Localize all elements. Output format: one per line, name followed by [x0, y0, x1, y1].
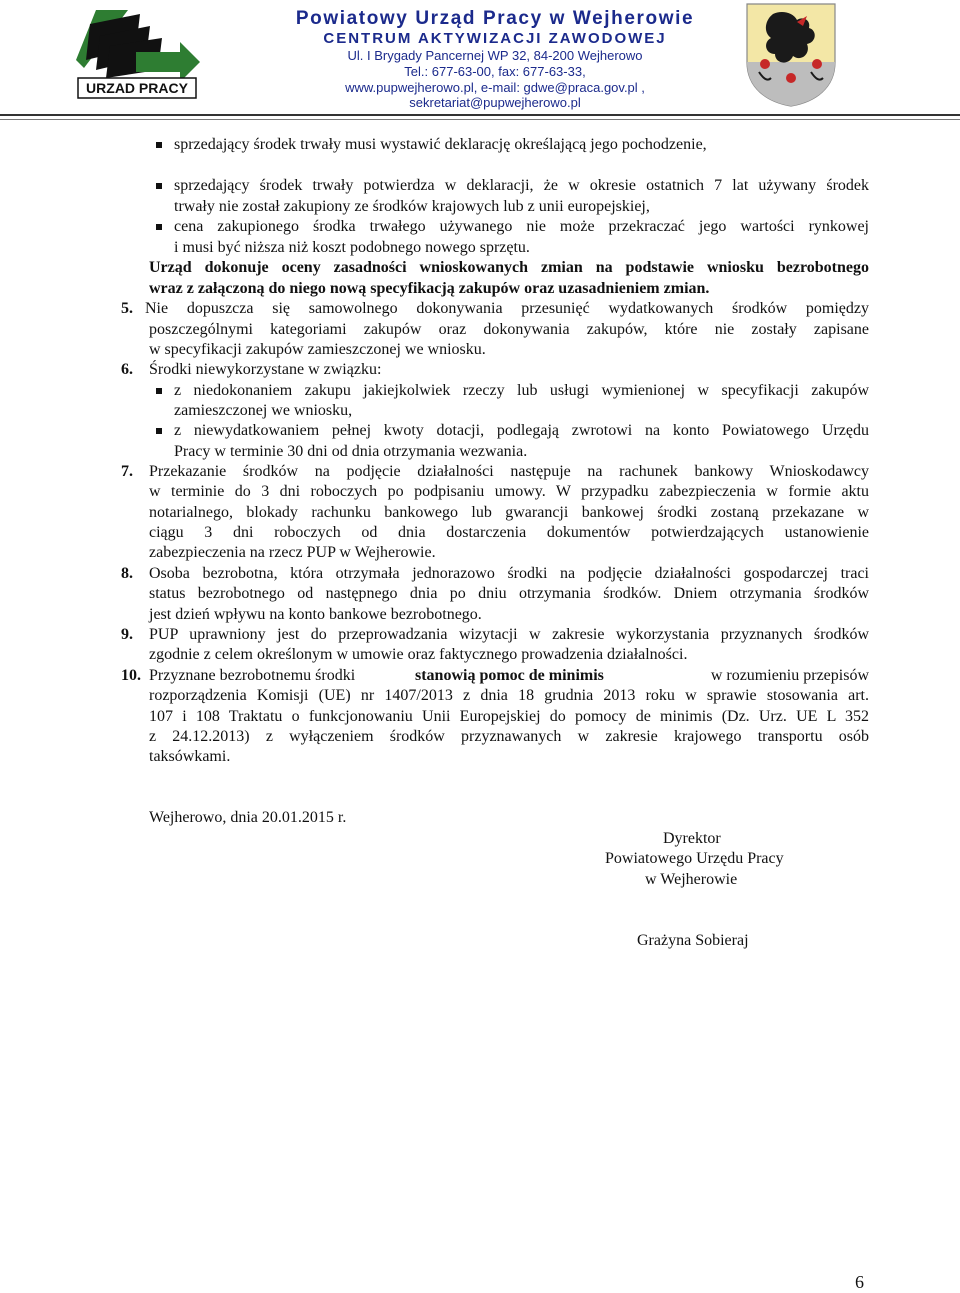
item-9-text: PUP uprawniony jest do przeprowadzania wizytacji w zakresie wykorzystania przyznanych środków — [149, 626, 869, 643]
item-number: 9. — [121, 626, 133, 643]
bullet-marker — [156, 142, 162, 148]
item-5-text: w specyfikacji zakupów zamieszczonej we wniosku. — [149, 341, 486, 358]
bold-note: Urząd dokonuje oceny zasadności wnioskowanych zmian na podstawie wniosku bezrobotnego — [149, 259, 869, 276]
item-number: 6. — [121, 361, 133, 378]
urzad-pracy-logo — [76, 8, 202, 100]
bullet-marker — [156, 428, 162, 434]
item-8-text: status bezrobotnego od następnego dnia po dniu otrzymania środków. Dniem otrzymania środków — [149, 585, 869, 602]
office-web: www.pupwejherowo.pl, e-mail: gdwe@praca.gov.pl , — [345, 79, 645, 95]
office-department: CENTRUM AKTYWIZACJI ZAWODOWEJ — [323, 30, 667, 47]
bullet-item: sprzedający środek trwały musi wystawić deklarację określającą jego pochodzenie, — [174, 136, 707, 153]
signature-title: Dyrektor — [663, 830, 721, 847]
item-6-text: Środki niewykorzystane w związku: — [149, 361, 382, 378]
logo-text: URZAD PRACY — [86, 80, 188, 96]
bullet-marker — [156, 183, 162, 189]
coat-of-arms-icon — [745, 2, 837, 108]
item-9-text: zgodnie z celem określonym w umowie oraz faktycznego prowadzenia działalności. — [149, 646, 688, 663]
item-number: 7. — [121, 463, 133, 480]
letterhead — [0, 0, 960, 120]
item-7-text: Przekazanie środków na podjęcie działalności następuje na rachunek bankowy Wnioskodawcy — [149, 463, 869, 480]
item-6-bullet-cont: Pracy w terminie 30 dni od dnia otrzymania wezwania. — [174, 443, 528, 460]
place-date: Wejherowo, dnia 20.01.2015 r. — [149, 809, 347, 826]
item-5-text: Nie dopuszcza się samowolnego dokonywania przesunięć wydatkowanych środków pomiędzy — [145, 300, 869, 317]
item-10-text: z 24.12.2013) z wyłączeniem środków przyznawanych w zakresie krajowego transportu osób — [149, 728, 869, 745]
bullet-item: sprzedający środek trwały potwierdza w deklaracji, że w okresie ostatnich 7 lat używany środek — [174, 177, 869, 194]
bullet-marker — [156, 388, 162, 394]
item-number: 5. — [121, 300, 133, 317]
signature-city: w Wejherowie — [645, 871, 738, 888]
page-number: 6 — [855, 1272, 864, 1292]
item-7-text: w terminie do 3 dni roboczych po podpisaniu umowy. W przypadku zabezpieczenia w formie aktu — [149, 483, 869, 500]
bullet-item: cena zakupionego środka trwałego używanego nie może przekraczać jego wartości rynkowej — [174, 218, 869, 235]
item-10-text: taksówkami. — [149, 748, 231, 765]
item-10-text: 107 i 108 Traktatu o funkcjonowaniu Unii Europejskiej do pomocy de minimis (Dz. Urz. UE L 352 — [149, 708, 869, 725]
item-5-text: poszczególnymi kategoriami zakupów oraz dokonywania zakupów, które nie zostały zapisane — [149, 321, 869, 338]
signature-office: Powiatowego Urzędu Pracy — [605, 850, 784, 867]
office-address: Ul. I Brygady Pancernej WP 32, 84-200 Wejherowo — [347, 48, 643, 63]
item-7-text: notarialnego, blokady rachunku bankowego lub gwarancji bankowej środki zostaną przekazane w — [149, 504, 869, 521]
bullet-item-cont: trwały nie został zakupiony ze środków krajowych lub z unii europejskiej, — [174, 198, 650, 215]
item-10-text-a: Przyznane bezrobotnemu środki — [149, 667, 356, 684]
item-10-text-bold: stanowią pomoc de minimis — [415, 667, 604, 684]
item-8-text: jest dzień wpływu na konto bankowe bezrobotnego. — [149, 606, 482, 623]
item-10-text-c: w rozumieniu przepisów — [710, 667, 869, 684]
item-number: 8. — [121, 565, 133, 582]
bullet-marker — [156, 224, 162, 230]
item-6-bullet: z niedokonaniem zakupu jakiejkolwiek rzeczy lub usługi wymienionej w specyfikacji zakupów — [174, 382, 869, 399]
office-email: sekretariat@pupwejherowo.pl — [409, 95, 581, 111]
header-rule-thin — [0, 119, 960, 120]
office-phone: Tel.: 677-63-00, fax: 677-63-33, — [404, 63, 586, 79]
item-6-bullet-cont: zamieszczonej we wniosku, — [174, 402, 353, 419]
item-10-text: rozporządzenia Komisji (UE) nr 1407/2013 z dnia 18 grudnia 2013 roku w sprawie stosowania art. — [149, 687, 869, 704]
item-8-text: Osoba bezrobotna, która otrzymała jednorazowo środki na podjęcie działalności gospodarczej traci — [149, 565, 869, 582]
bold-note-cont: wraz z załączoną do niego nową specyfikacją zakupów oraz uzasadnieniem zmian. — [149, 280, 710, 297]
header-rule — [0, 114, 960, 116]
item-6-bullet: z niewydatkowaniem pełnej kwoty dotacji, podlegają zwrotowi na konto Powiatowego Urzędu — [174, 422, 869, 439]
signatory-name: Grażyna Sobieraj — [637, 932, 749, 949]
item-7-text: zabezpieczenia na rzecz PUP w Wejherowie. — [149, 544, 436, 561]
office-name: Powiatowy Urząd Pracy w Wejherowie — [295, 8, 695, 29]
office-header — [240, 8, 750, 111]
item-number: 10. — [121, 667, 141, 684]
item-7-text: ciągu 3 dni roboczych od dnia dostarczenia dokumentów potwierdzających ustanowienie — [149, 524, 869, 541]
bullet-item-cont: i musi być niższa niż koszt podobnego nowego sprzętu. — [174, 239, 530, 256]
